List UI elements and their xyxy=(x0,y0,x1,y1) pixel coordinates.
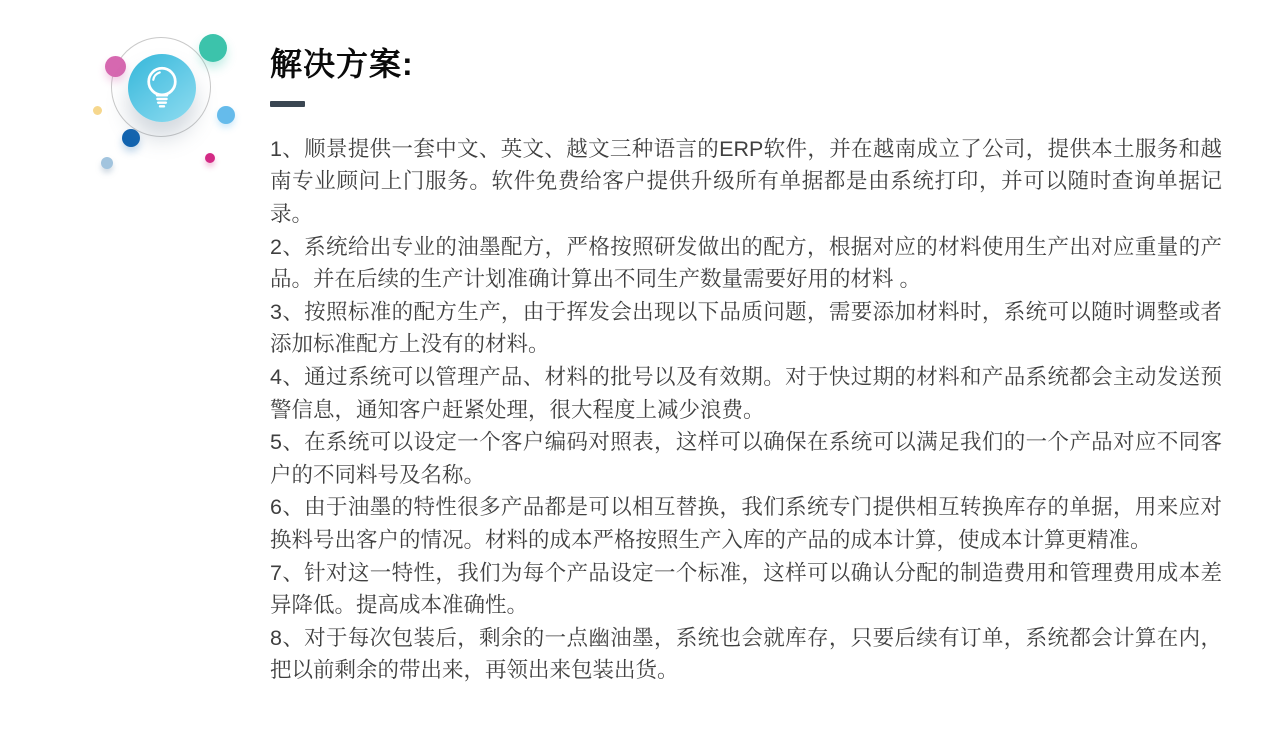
solution-item: 2、系统给出专业的油墨配方，严格按照研发做出的配方，根据对应的材料使用生产出对应重量的产品。并在后续的生产计划准确计算出不同生产数量需要好用的材料 。 xyxy=(270,234,1222,292)
solution-item: 3、按照标准的配方生产，由于挥发会出现以下品质问题，需要添加材料时，系统可以随时调整或者添加标准配方上没有的材料。 xyxy=(270,299,1222,357)
lightbulb-graphic xyxy=(85,25,245,185)
solution-item: 7、针对这一特性，我们为每个产品设定一个标准，这样可以确认分配的制造费用和管理费用成本差异降低。提高成本准确性。 xyxy=(270,560,1222,618)
solution-item: 6、由于油墨的特性很多产品都是可以相互替换，我们系统专门提供相互转换库存的单据，用来应对换料号出客户的情况。材料的成本严格按照生产入库的产品的成本计算，使成本计算更精准。 xyxy=(270,495,1222,552)
lightbulb-glyph xyxy=(140,64,184,112)
decor-dot-lightblue xyxy=(217,106,235,124)
page-title: 解决方案: xyxy=(270,46,414,82)
solution-item: 4、通过系统可以管理产品、材料的批号以及有效期。对于快过期的材料和产品系统都会主动发送预警信息，通知客户赶紧处理，很大程度上减少浪费。 xyxy=(270,364,1222,422)
solution-item: 8、对于每次包装后，剩余的一点幽油墨，系统也会就库存，只要后续有订单，系统都会计算在内，把以前剩余的带出来，再领出来包装出货。 xyxy=(270,625,1222,683)
decor-dot-yellow xyxy=(93,106,102,115)
solution-item: 1、顺景提供一套中文、英文、越文三种语言的ERP软件，并在越南成立了公司，提供本土服务和越南专业顾问上门服务。软件免费给客户提供升级所有单据都是由系统打印，并可以随时查询单据记录。 xyxy=(270,136,1222,226)
lightbulb-icon xyxy=(128,54,196,122)
content-area xyxy=(270,46,1222,687)
decor-dot-teal xyxy=(199,34,227,62)
decor-dot-darkblue xyxy=(122,129,140,147)
decor-dot-steelblue xyxy=(101,157,113,169)
solution-list xyxy=(270,133,1222,687)
decor-dot-magenta xyxy=(205,153,215,163)
decor-dot-pink xyxy=(105,56,126,77)
title-underline xyxy=(270,101,305,107)
solution-item: 5、在系统可以设定一个客户编码对照表，这样可以确保在系统可以满足我们的一个产品对应不同客户的不同料号及名称。 xyxy=(270,430,1222,487)
